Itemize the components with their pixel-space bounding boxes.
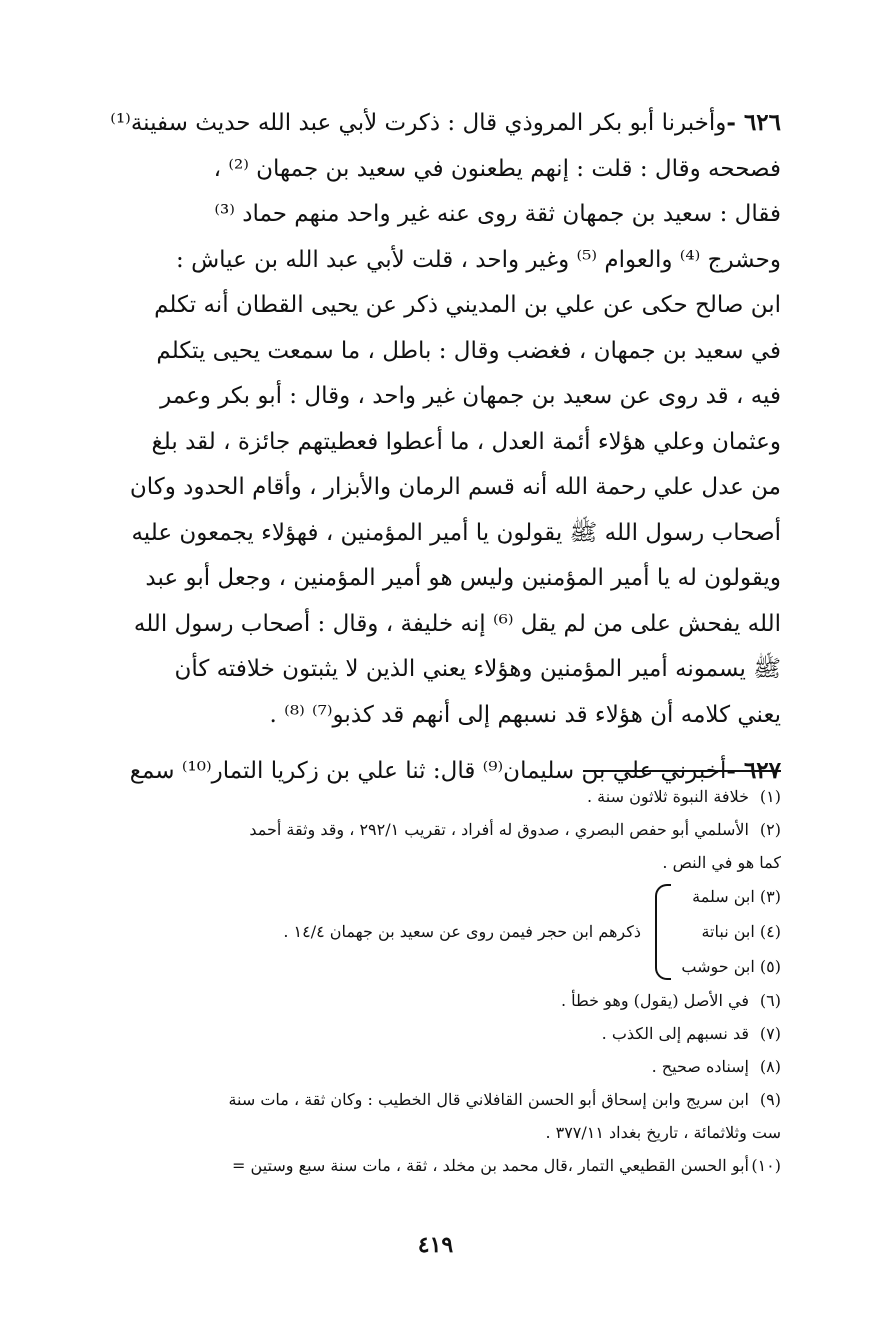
footnote-divider — [583, 770, 781, 772]
footnote-group-note: ذكرهم ابن حجر فيمن روى عن سعيد بن جهمان ١٤/٤ . — [283, 922, 641, 941]
curly-brace — [655, 884, 671, 980]
text-line: وعثمان وعلي هؤلاء أئمة العدل ، ما أعطوا فعطيتهم جائزة ، لقد بلغ — [151, 428, 781, 455]
page-number: ٤١٩ — [417, 1232, 454, 1258]
footnote-1: (١)خلافة النبوة ثلاثون سنة . — [587, 787, 781, 806]
text-line: فيه ، قد روى عن سعيد بن جمهان غير واحد ، وقال : أبو بكر وعمر — [160, 383, 781, 409]
footnote-6: (٦)في الأصل (يقول) وهو خطأ . — [560, 991, 781, 1010]
text-line: ويقولون له يا أمير المؤمنين وليس هو أمير المؤمنين ، وجعل أبو عبد — [145, 565, 781, 591]
text-line: فصححه وقال : قلت : إنهم يطعنون في سعيد بن جمهان ⁽²⁾ ، — [213, 155, 781, 182]
footnote-2-continuation: كما هو في النص . — [662, 853, 781, 872]
text-line: يعني كلامه أن هؤلاء قد نسبهم إلى أنهم قد كذبو⁽⁷⁾ ⁽⁸⁾ . — [269, 701, 781, 728]
footnotes — [81, 780, 781, 1182]
footnote-10: (١٠)أبو الحسن القطيعي التمار ،قال محمد بن مخلد ، ثقة ، مات سنة سبع وستين = — [232, 1156, 781, 1175]
text-line: ﷺ يسمونه أمير المؤمنين وهؤلاء يعني الذين لا يثبتون خلافته كأن — [174, 656, 781, 682]
paragraph-626-line: ٦٢٦ -وأخبرنا أبو بكر المروذي قال : ذكرت لأبي عبد الله حديث سفينة⁽¹⁾ — [110, 109, 781, 136]
text-line: وحشرج ⁽⁴⁾ والعوام ⁽⁵⁾ وغير واحد ، قلت لأبي عبد الله بن عياش : — [176, 246, 781, 273]
text-line: فقال : سعيد بن جمهان ثقة روى عنه غير واحد منهم حماد ⁽³⁾ — [214, 201, 781, 227]
text-line: أصحاب رسول الله ﷺ يقولون يا أمير المؤمنين ، فهؤلاء يجمعون عليه — [131, 519, 781, 546]
footnote-4: (٤) ابن نباتة — [701, 922, 781, 941]
footnote-9: (٩)ابن سريج وابن إسحاق أبو الحسن القافلاني قال الخطيب : وكان ثقة ، مات سنة — [228, 1090, 781, 1109]
footnote-group-list — [671, 879, 781, 984]
text-line: ابن صالح حكى عن علي بن المديني ذكر عن يحيى القطان أنه تكلم — [154, 292, 781, 318]
text-line: في سعيد بن جمهان ، فغضب وقال : باطل ، ما سمعت يحيى يتكلم — [156, 337, 781, 364]
text-line: من عدل علي رحمة الله أنه قسم الرمان والأبزار ، وأقام الحدود وكان — [129, 474, 781, 500]
paragraph-number: ٦٢٧ - — [726, 757, 781, 784]
footnote-group-3-5 — [81, 879, 781, 984]
footnote-5: (٥) ابن حوشب — [681, 957, 781, 976]
main-text — [81, 100, 781, 795]
text-line: الله يفحش على من لم يقل ⁽⁶⁾ إنه خليفة ، وقال : أصحاب رسول الله — [133, 610, 781, 637]
footnote-3: (٣) ابن سلمة — [692, 887, 781, 906]
paragraph-number: ٦٢٦ - — [726, 109, 781, 136]
footnote-7: (٧)قد نسبهم إلى الكذب . — [601, 1024, 781, 1043]
footnote-9-continuation: ست وثلاثمائة ، تاريخ بغداد ٣٧٧/١١ . — [545, 1123, 781, 1142]
footnote-2: (٢)الأسلمي أبو حفص البصري ، صدوق له أفراد ، تقريب ٢٩٢/١ ، وقد وثقة أحمد — [249, 820, 781, 839]
paragraph-627-line: ٦٢٧ -أخبرني علي بن سليمان⁽⁹⁾ قال: ثنا علي بن زكريا التمار⁽¹⁰⁾ سمع — [129, 757, 781, 784]
footnote-8: (٨)إسناده صحيح . — [651, 1057, 781, 1076]
